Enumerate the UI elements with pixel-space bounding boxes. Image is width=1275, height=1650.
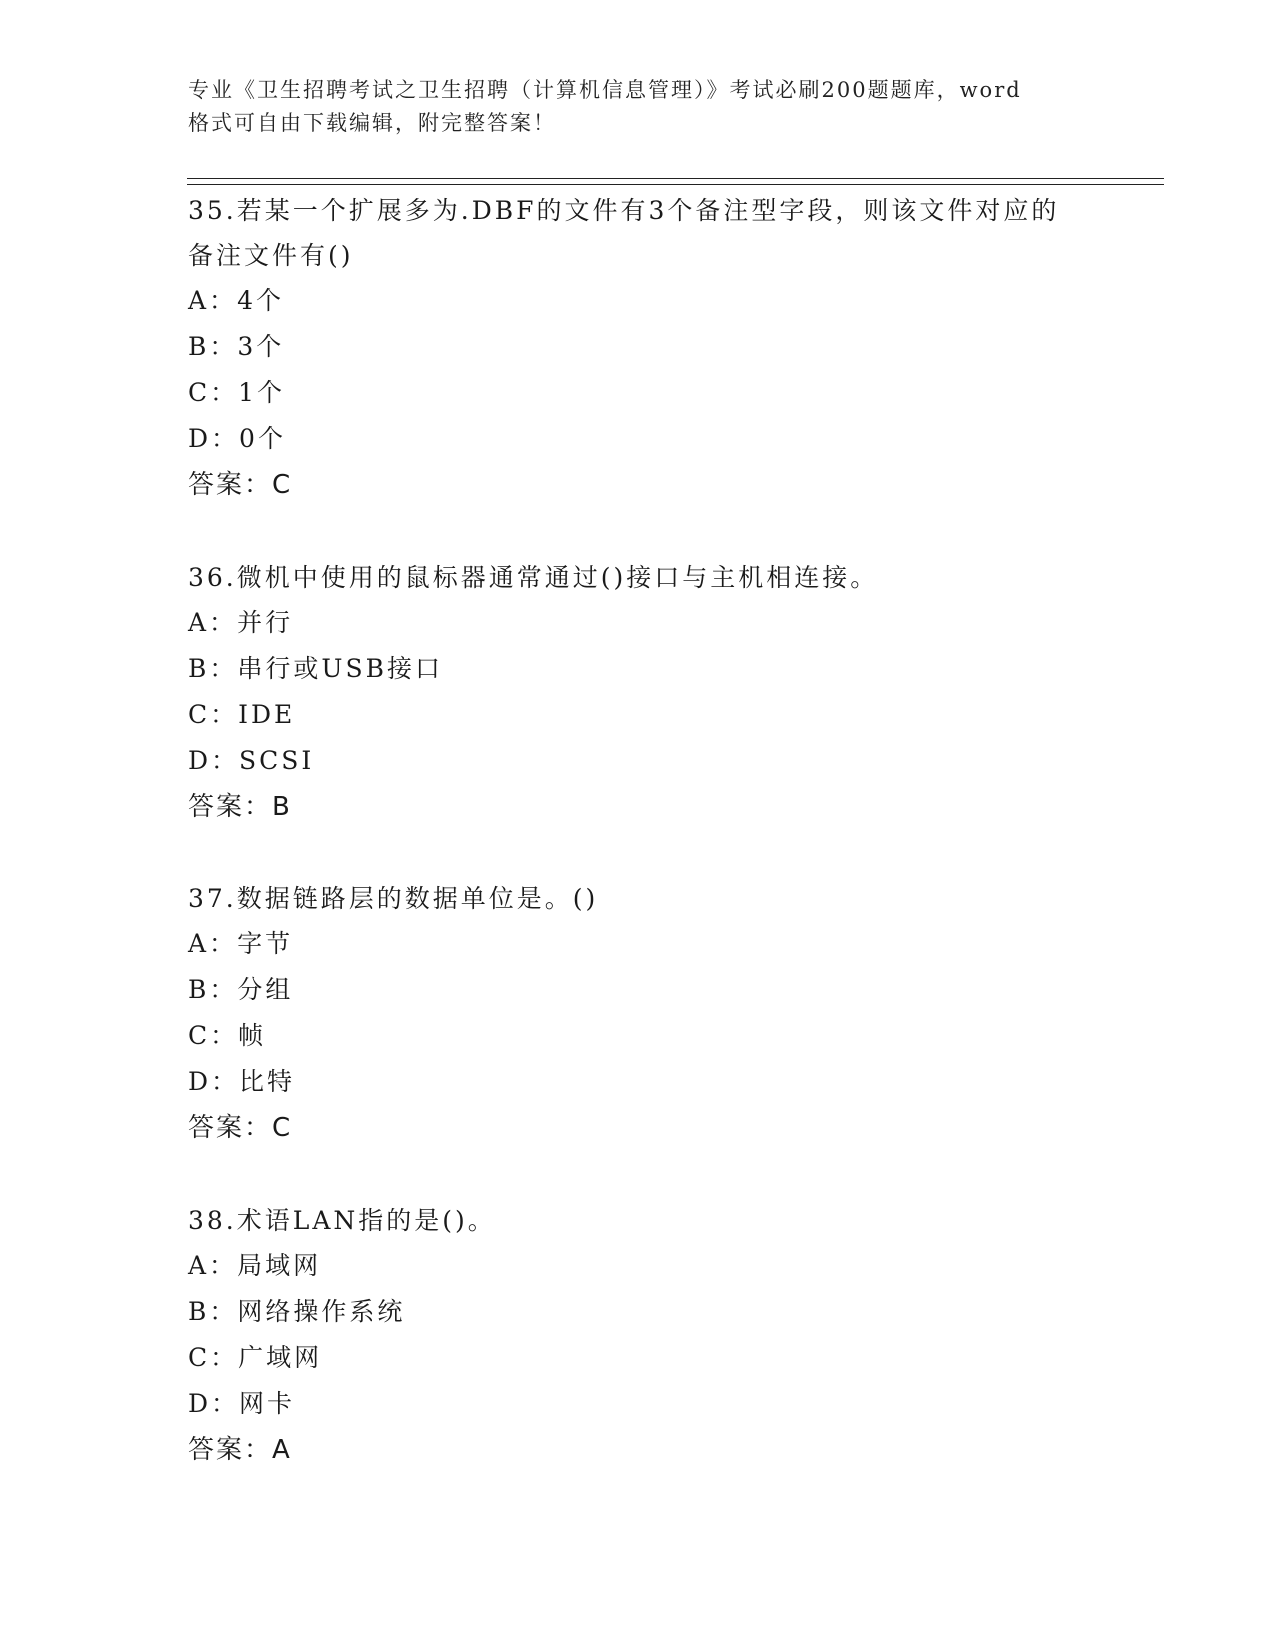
- header-divider-bottom: [187, 184, 1164, 185]
- question-37: [188, 876, 1118, 1151]
- option-letter: D：: [188, 1067, 240, 1096]
- question-title-line: 36.微机中使用的鼠标器通常通过()接口与主机相连接。: [188, 563, 879, 592]
- option-text: 网卡: [239, 1389, 296, 1418]
- option-letter: C：: [188, 1021, 239, 1050]
- question-title-line: 37.数据链路层的数据单位是。(): [188, 884, 599, 913]
- option-d: [188, 416, 1118, 462]
- question-title: [188, 876, 1118, 921]
- option-b: [188, 1289, 1118, 1335]
- option-a: [188, 600, 1118, 646]
- option-c: [188, 1335, 1118, 1381]
- option-letter: D：: [188, 1389, 240, 1418]
- option-letter: D：: [188, 746, 240, 775]
- answer-line: 答案：C: [188, 1113, 293, 1143]
- option-text: SCSI: [239, 746, 315, 775]
- option-d: [188, 738, 1118, 784]
- question-title: [188, 1198, 1118, 1243]
- option-a: [188, 278, 1118, 324]
- option-text: 分组: [237, 975, 294, 1004]
- answer-line: 答案：B: [188, 792, 292, 822]
- answer-line: 答案：C: [188, 470, 293, 500]
- option-text: 帧: [238, 1021, 267, 1050]
- option-text: 0个: [239, 424, 286, 453]
- option-text: 广域网: [238, 1343, 323, 1372]
- option-text: IDE: [238, 700, 296, 729]
- option-letter: C：: [188, 378, 239, 407]
- option-letter: B：: [188, 332, 238, 361]
- question-38: [188, 1198, 1118, 1473]
- header-divider-top: [187, 178, 1164, 179]
- option-letter: D：: [188, 424, 240, 453]
- option-a: [188, 921, 1118, 967]
- option-text: 局域网: [237, 1251, 322, 1280]
- question-title-line: 38.术语LAN指的是()。: [188, 1206, 496, 1235]
- option-letter: B：: [188, 975, 238, 1004]
- option-letter: B：: [188, 654, 238, 683]
- option-letter: B：: [188, 1297, 238, 1326]
- document-header: [188, 74, 1088, 140]
- option-d: [188, 1381, 1118, 1427]
- option-text: 串行或USB接口: [237, 654, 443, 683]
- option-letter: A：: [188, 929, 238, 958]
- question-35: [188, 188, 1118, 508]
- option-c: [188, 370, 1118, 416]
- option-text: 4个: [237, 286, 284, 315]
- option-text: 1个: [238, 378, 286, 407]
- option-letter: C：: [188, 700, 239, 729]
- option-letter: C：: [188, 1343, 239, 1372]
- question-title-line: 35.若某一个扩展多为.DBF的文件有3个备注型字段，则该文件对应的: [188, 196, 1060, 225]
- option-b: [188, 324, 1118, 370]
- option-d: [188, 1059, 1118, 1105]
- option-text: 网络操作系统: [237, 1297, 406, 1326]
- option-letter: A：: [188, 286, 238, 315]
- option-text: 并行: [237, 608, 294, 637]
- option-c: [188, 692, 1118, 738]
- option-letter: A：: [188, 608, 238, 637]
- option-b: [188, 646, 1118, 692]
- option-text: 字节: [237, 929, 294, 958]
- question-title-line: 备注文件有(): [188, 241, 354, 270]
- answer-line: 答案：A: [188, 1435, 292, 1465]
- option-letter: A：: [188, 1251, 238, 1280]
- question-title: [188, 188, 1118, 278]
- option-c: [188, 1013, 1118, 1059]
- option-text: 比特: [239, 1067, 296, 1096]
- option-b: [188, 967, 1118, 1013]
- header-line-1: 专业《卫生招聘考试之卫生招聘（计算机信息管理）》考试必刷200题题库，word: [188, 78, 1022, 102]
- option-text: 3个: [237, 332, 285, 361]
- question-title: [188, 555, 1118, 600]
- option-a: [188, 1243, 1118, 1289]
- question-36: [188, 555, 1118, 830]
- header-line-2: 格式可自由下载编辑，附完整答案！: [188, 111, 556, 135]
